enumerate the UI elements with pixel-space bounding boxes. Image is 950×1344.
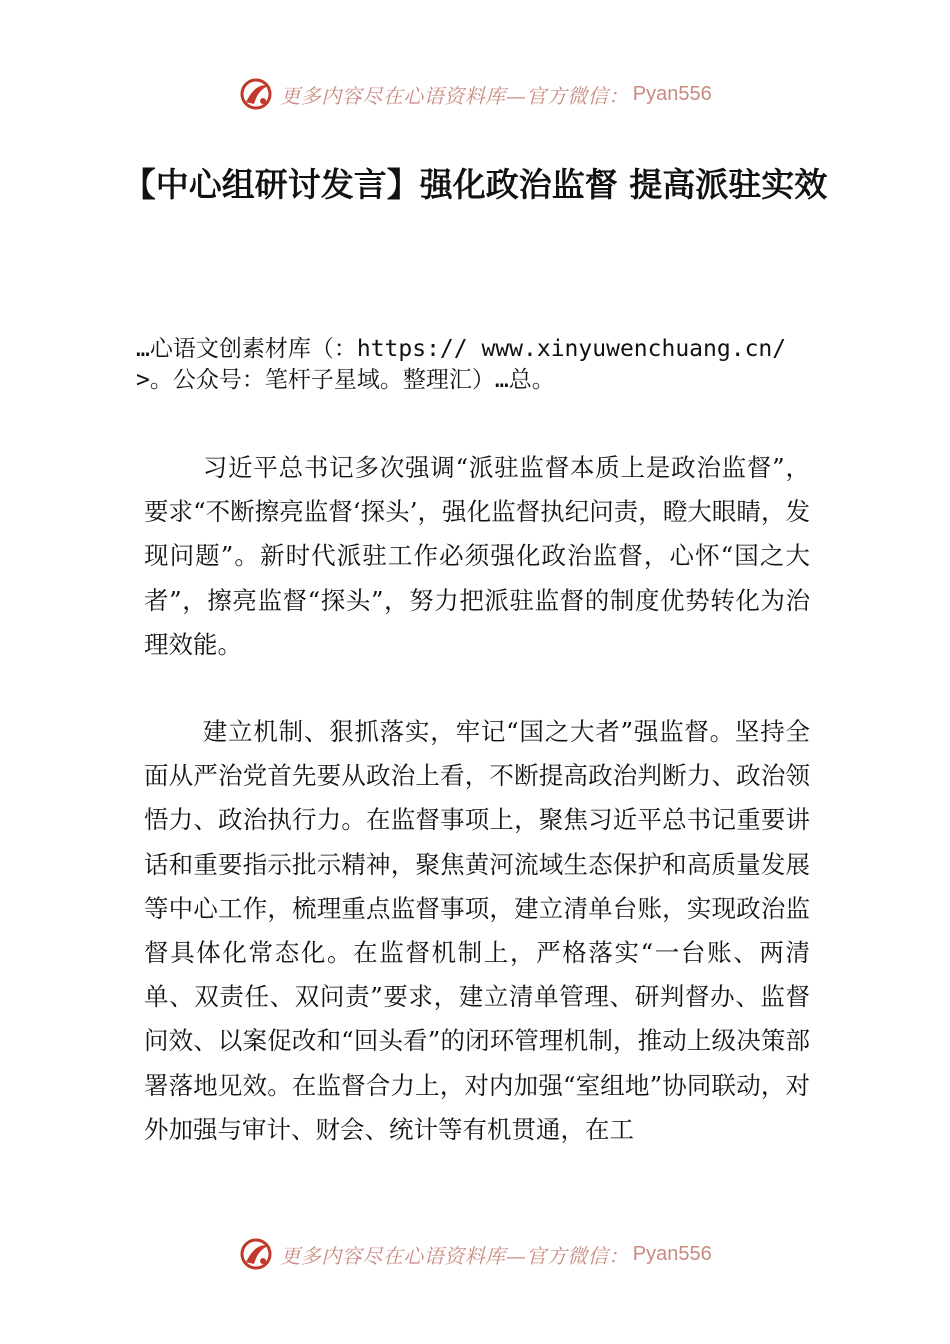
footer-wechat-id: Pyan556 — [632, 1242, 712, 1265]
footer-banner — [0, 1234, 950, 1274]
header-banner — [0, 74, 950, 114]
document-title: 【中心组研讨发言】强化政治监督 提高派驻实效 — [122, 165, 828, 204]
body-paragraph: 习近平总书记多次强调“派驻监督本质上是政治监督”，要求“不断擦亮监督‘探头’，强化监督执纪问责，瞪大眼睛，发现问题”。新时代派驻工作必须强化政治监督，心怀“国之大者”，擦亮监督“探头”，努力把派驻监督的制度优势转化为治理效能。 — [144, 453, 810, 659]
brand-logo-icon — [238, 1236, 274, 1272]
source-note: …心语文创素材库（：https:// www.xinyuwenchuang.cn/>。公众号：笔杆子星域。整理汇）…总。 — [136, 336, 787, 393]
footer-banner-text: 更多内容尽在心语资料库—官方微信： — [280, 1243, 629, 1268]
body-paragraph: 建立机制、狠抓落实，牢记“国之大者”强监督。坚持全面从严治党首先要从政治上看，不断提高政治判断力、政治领悟力、政治执行力。在监督事项上，聚焦习近平总书记重要讲话和重要指示批示精神，聚焦黄河流域生态保护和高质量发展等中心工作，梳理重点监督事项，建立清单台账，实现政治监督具体化常态化。在监督机制上，严格落实“一台账、两清单、双责任、双问责”要求，建立清单管理、研判督办、监督问效、以案促改和“回头看”的闭环管理机制，推动上级决策部署落地见效。在监督合力上，对内加强“室组地”协同联动，对外加强与审计、财会、统计等有机贯通，在工 — [144, 717, 810, 1144]
header-wechat-id: Pyan556 — [632, 82, 712, 105]
brand-logo-icon — [238, 76, 274, 112]
header-banner-text: 更多内容尽在心语资料库—官方微信： — [280, 83, 629, 108]
